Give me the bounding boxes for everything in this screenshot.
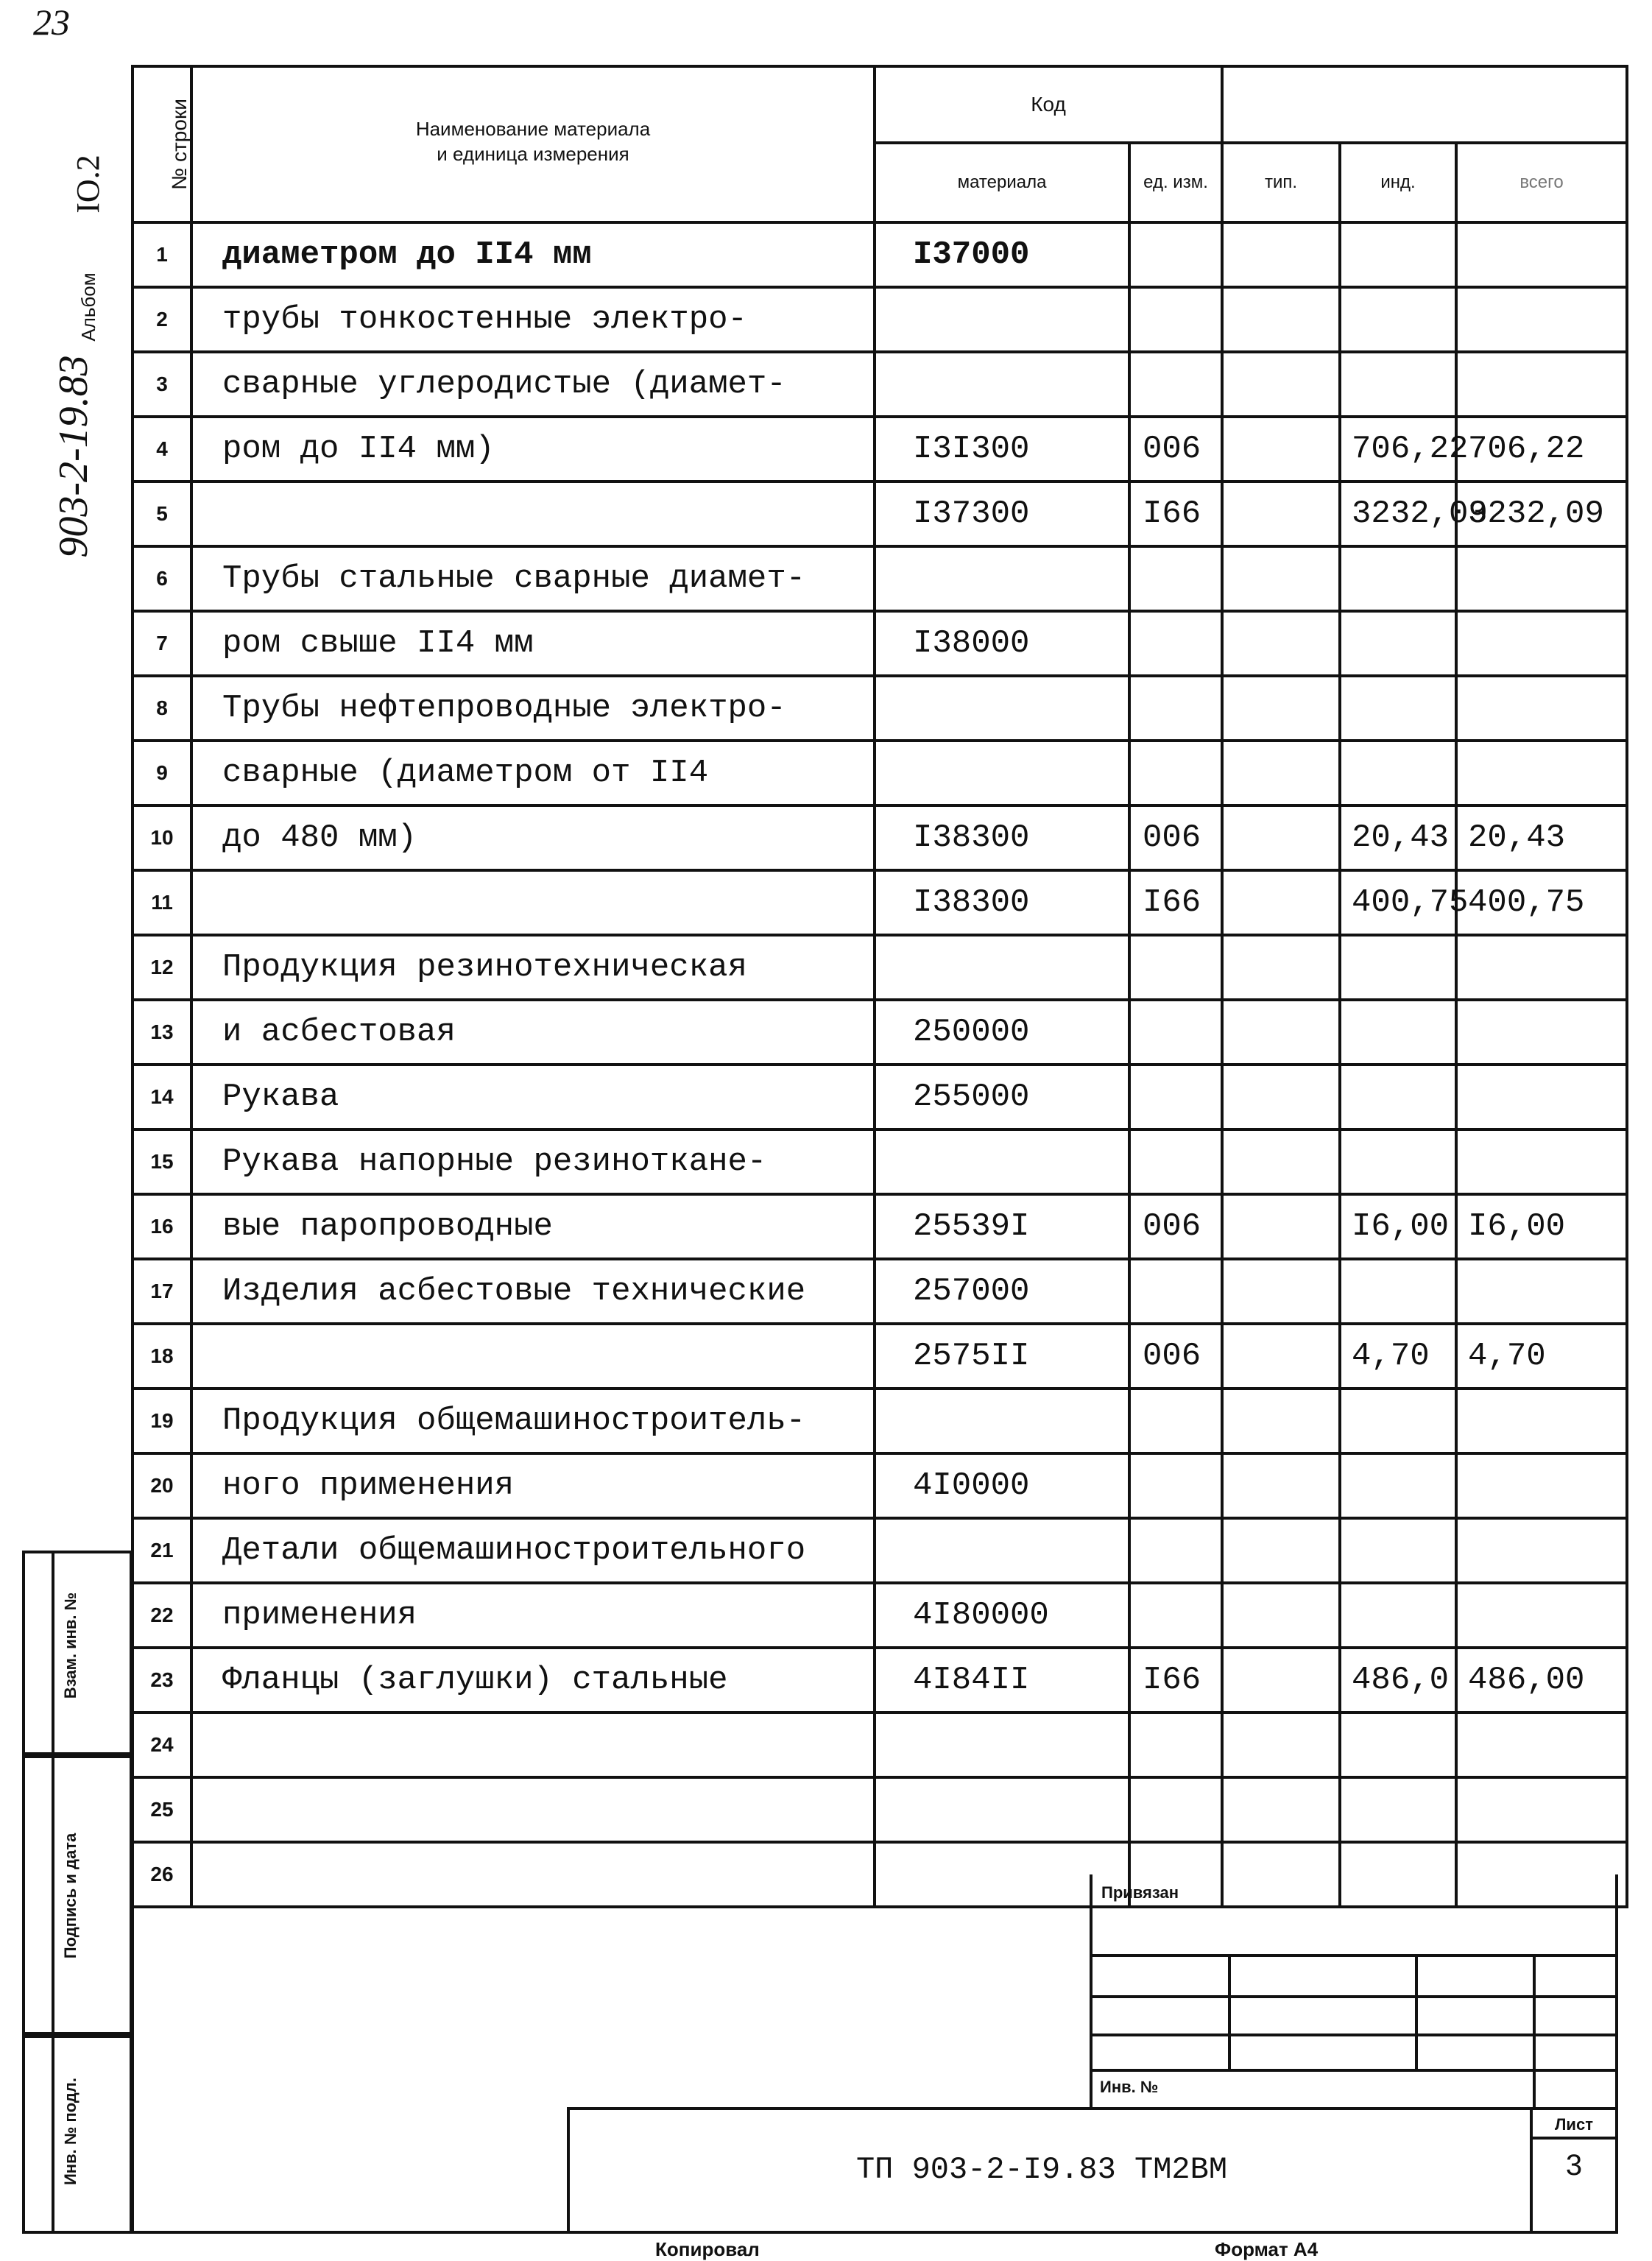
material-name: сварные (диаметром от II4 (191, 741, 875, 805)
material-name (191, 1324, 875, 1389)
ind-value: 3232,09 (1340, 482, 1456, 546)
unit-code (1129, 352, 1222, 417)
material-name: трубы тонкостенные электро- (191, 287, 875, 352)
material-name (191, 870, 875, 935)
unit-code: 006 (1129, 417, 1222, 482)
table-row (133, 805, 1627, 870)
total-value (1456, 1453, 1627, 1518)
material-name: Трубы стальные сварные диамет- (191, 546, 875, 611)
stamp-line (1090, 2034, 1618, 2036)
row-number: 13 (133, 1000, 191, 1065)
privyazan-label: Привязан (1101, 1883, 1179, 1902)
total-value (1456, 1000, 1627, 1065)
format-label: Формат А4 (1215, 2238, 1319, 2260)
row-number: 17 (133, 1259, 191, 1324)
row-number: 3 (133, 352, 191, 417)
material-code: 2575II (875, 1324, 1129, 1389)
side-document-code: 903-2-19.83 (51, 355, 96, 558)
row-number: 16 (133, 1194, 191, 1259)
total-value (1456, 1259, 1627, 1324)
table-row (133, 741, 1627, 805)
ind-value (1340, 352, 1456, 417)
header-unit-code: ед. изм. (1129, 143, 1222, 222)
ind-value (1340, 1259, 1456, 1324)
vzam-inv-label: Взам. инв. № (61, 1592, 80, 1699)
ind-value: 4,70 (1340, 1324, 1456, 1389)
header-material-code: материала (875, 143, 1129, 222)
total-value (1456, 1065, 1627, 1129)
ind-value (1340, 1065, 1456, 1129)
material-code: 255000 (875, 1065, 1129, 1129)
total-value: 4,70 (1456, 1324, 1627, 1389)
unit-code: 006 (1129, 1194, 1222, 1259)
material-name: применения (191, 1583, 875, 1648)
total-value (1456, 1129, 1627, 1194)
material-code: 4I84II (875, 1648, 1129, 1712)
table-row (133, 676, 1627, 741)
header-material-name (191, 66, 875, 222)
tip-value (1222, 805, 1340, 870)
unit-code: I66 (1129, 1648, 1222, 1712)
material-name: Рукава (191, 1065, 875, 1129)
inv-number-label: Инв. № (1100, 2078, 1159, 2096)
table-row (133, 287, 1627, 352)
material-name (191, 1777, 875, 1842)
unit-code (1129, 741, 1222, 805)
unit-code (1129, 1065, 1222, 1129)
material-code (875, 1712, 1129, 1777)
tip-value (1222, 1777, 1340, 1842)
total-value (1456, 1712, 1627, 1777)
ind-value (1340, 1712, 1456, 1777)
document-code: ТП 903-2-I9.83 ТМ2ВМ (855, 2152, 1228, 2187)
material-name (191, 482, 875, 546)
material-name (191, 1712, 875, 1777)
material-name: Трубы нефтепроводные электро- (191, 676, 875, 741)
ind-value (1340, 222, 1456, 287)
row-number: 25 (133, 1777, 191, 1842)
material-code: 4I0000 (875, 1453, 1129, 1518)
unit-code (1129, 1583, 1222, 1648)
material-name: сварные углеродистые (диамет- (191, 352, 875, 417)
table-row (133, 546, 1627, 611)
unit-code (1129, 611, 1222, 676)
ind-value (1340, 1389, 1456, 1453)
material-code (875, 352, 1129, 417)
total-value: 706,22 (1456, 417, 1627, 482)
material-name: вые паропроводные (191, 1194, 875, 1259)
material-name: Детали общемашиностроительного (191, 1518, 875, 1583)
material-name: Продукция резинотехническая (191, 935, 875, 1000)
total-value (1456, 741, 1627, 805)
album-label: Альбом (77, 272, 99, 342)
tip-value (1222, 1129, 1340, 1194)
total-value (1456, 352, 1627, 417)
table-row (133, 352, 1627, 417)
table-row (133, 1065, 1627, 1129)
row-number: 18 (133, 1324, 191, 1389)
ind-value (1340, 546, 1456, 611)
tip-value (1222, 1065, 1340, 1129)
podpis-data-label: Подпись и дата (61, 1833, 80, 1959)
row-number: 26 (133, 1842, 191, 1907)
tip-value (1222, 1324, 1340, 1389)
tip-value (1222, 741, 1340, 805)
ind-value (1340, 1518, 1456, 1583)
tip-value (1222, 287, 1340, 352)
table-row (133, 1324, 1627, 1389)
ind-value: 486,0 (1340, 1648, 1456, 1712)
tip-value (1222, 1518, 1340, 1583)
row-number: 21 (133, 1518, 191, 1583)
material-name: Изделия асбестовые технические (191, 1259, 875, 1324)
ind-value (1340, 611, 1456, 676)
material-code: 4I80000 (875, 1583, 1129, 1648)
total-value (1456, 1518, 1627, 1583)
material-code (875, 676, 1129, 741)
row-number: 12 (133, 935, 191, 1000)
material-name: Продукция общемашиностроитель- (191, 1389, 875, 1453)
row-number: 6 (133, 546, 191, 611)
table-row (133, 1259, 1627, 1324)
unit-code (1129, 1259, 1222, 1324)
table-row (133, 1583, 1627, 1648)
ind-value: 400,75 (1340, 870, 1456, 935)
table-row (133, 1648, 1627, 1712)
table-row (133, 1194, 1627, 1259)
header-ind: инд. (1340, 143, 1456, 222)
ind-value (1340, 1777, 1456, 1842)
unit-code (1129, 1389, 1222, 1453)
row-number: 9 (133, 741, 191, 805)
unit-code (1129, 1518, 1222, 1583)
row-number: 8 (133, 676, 191, 741)
tip-value (1222, 482, 1340, 546)
tip-value (1222, 1259, 1340, 1324)
tip-value (1222, 1000, 1340, 1065)
unit-code: 006 (1129, 805, 1222, 870)
tip-value (1222, 611, 1340, 676)
ind-value (1340, 1453, 1456, 1518)
material-code: I3I300 (875, 417, 1129, 482)
total-value (1456, 1777, 1627, 1842)
total-value: 400,75 (1456, 870, 1627, 935)
inv-podl-label: Инв. № подл. (61, 2078, 80, 2185)
table-row (133, 482, 1627, 546)
stamp-line (1090, 1995, 1618, 1998)
header-row-number: № строки (133, 66, 191, 222)
tip-value (1222, 870, 1340, 935)
row-number: 22 (133, 1583, 191, 1648)
total-value (1456, 546, 1627, 611)
material-code: I37000 (875, 222, 1129, 287)
table-row (133, 935, 1627, 1000)
album-number: IO.2 (70, 155, 106, 214)
header-tip: тип. (1222, 143, 1340, 222)
total-value (1456, 1389, 1627, 1453)
sheet-label: Лист (1533, 2110, 1615, 2140)
material-name: ром до II4 мм) (191, 417, 875, 482)
copied-by-label: Копировал (655, 2238, 760, 2260)
stamp-line (1090, 1954, 1618, 1957)
material-name: Фланцы (заглушки) стальные (191, 1648, 875, 1712)
row-number: 7 (133, 611, 191, 676)
tip-value (1222, 935, 1340, 1000)
total-value: I6,00 (1456, 1194, 1627, 1259)
unit-code (1129, 676, 1222, 741)
unit-code (1129, 1712, 1222, 1777)
row-number: 4 (133, 417, 191, 482)
total-value (1456, 222, 1627, 287)
table-row (133, 1777, 1627, 1842)
material-code: I38000 (875, 611, 1129, 676)
tip-value (1222, 417, 1340, 482)
total-value: 20,43 (1456, 805, 1627, 870)
table-row (133, 1453, 1627, 1518)
total-value: 486,00 (1456, 1648, 1627, 1712)
ind-value (1340, 676, 1456, 741)
tip-value (1222, 222, 1340, 287)
material-name: ром свыше II4 мм (191, 611, 875, 676)
material-code (875, 741, 1129, 805)
material-code (875, 1777, 1129, 1842)
unit-code (1129, 1129, 1222, 1194)
material-code (875, 1129, 1129, 1194)
row-number: 15 (133, 1129, 191, 1194)
unit-code (1129, 222, 1222, 287)
total-value (1456, 1583, 1627, 1648)
total-value (1456, 935, 1627, 1000)
row-number: 2 (133, 287, 191, 352)
total-value (1456, 676, 1627, 741)
table-row (133, 1518, 1627, 1583)
tip-value (1222, 1194, 1340, 1259)
material-code: I38300 (875, 805, 1129, 870)
row-number: 23 (133, 1648, 191, 1712)
signature-frame (1090, 1874, 1618, 2109)
stamp-line (1415, 1954, 1418, 2072)
tip-value (1222, 1583, 1340, 1648)
ind-value (1340, 935, 1456, 1000)
table-row (133, 1129, 1627, 1194)
ind-value (1340, 741, 1456, 805)
unit-code (1129, 1453, 1222, 1518)
tip-value (1222, 352, 1340, 417)
unit-code (1129, 546, 1222, 611)
material-code: I37300 (875, 482, 1129, 546)
material-code (875, 287, 1129, 352)
stamp-line (1090, 2069, 1618, 2072)
row-number: 11 (133, 870, 191, 935)
unit-code: I66 (1129, 870, 1222, 935)
ind-value (1340, 1000, 1456, 1065)
header-name-line: и единица измерения (437, 143, 629, 165)
materials-table (131, 65, 1628, 1908)
total-value (1456, 611, 1627, 676)
material-name: Рукава напорные резиноткане- (191, 1129, 875, 1194)
material-name: ного применения (191, 1453, 875, 1518)
ind-value (1340, 1583, 1456, 1648)
corner-page-number: 23 (33, 1, 70, 43)
row-number: 10 (133, 805, 191, 870)
material-code (875, 1389, 1129, 1453)
material-code (875, 1518, 1129, 1583)
header-code: Код (875, 66, 1222, 143)
table-row (133, 1389, 1627, 1453)
table-row (133, 417, 1627, 482)
material-code: 257000 (875, 1259, 1129, 1324)
unit-code (1129, 1777, 1222, 1842)
unit-code: 006 (1129, 1324, 1222, 1389)
ind-value: 706,22 (1340, 417, 1456, 482)
material-name: и асбестовая (191, 1000, 875, 1065)
table-row (133, 1000, 1627, 1065)
tip-value (1222, 1648, 1340, 1712)
ind-value (1340, 287, 1456, 352)
ind-value: 20,43 (1340, 805, 1456, 870)
table-row (133, 611, 1627, 676)
margin-inner-line (52, 1551, 54, 2234)
unit-code (1129, 935, 1222, 1000)
ind-value (1340, 1129, 1456, 1194)
material-code: 250000 (875, 1000, 1129, 1065)
header-name-line: Наименование материала (415, 118, 651, 140)
tip-value (1222, 1389, 1340, 1453)
material-code: I38300 (875, 870, 1129, 935)
row-number: 20 (133, 1453, 191, 1518)
stamp-line (1533, 1954, 1536, 2110)
table-row (133, 870, 1627, 935)
table-row (133, 1712, 1627, 1777)
unit-code (1129, 287, 1222, 352)
row-number: 24 (133, 1712, 191, 1777)
tip-value (1222, 1712, 1340, 1777)
sheet-number: 3 (1565, 2149, 1583, 2181)
material-code (875, 935, 1129, 1000)
material-code: 25539I (875, 1194, 1129, 1259)
tip-value (1222, 676, 1340, 741)
stamp-line (1228, 1954, 1231, 2072)
material-name: диаметром до II4 мм (191, 222, 875, 287)
total-value: 3232,09 (1456, 482, 1627, 546)
header-code-empty (1222, 66, 1627, 143)
unit-code (1129, 1000, 1222, 1065)
row-number: 19 (133, 1389, 191, 1453)
unit-code: I66 (1129, 482, 1222, 546)
tip-value (1222, 1453, 1340, 1518)
table-row (133, 222, 1627, 287)
header-vsego: всего (1456, 143, 1627, 222)
row-number: 5 (133, 482, 191, 546)
ind-value: I6,00 (1340, 1194, 1456, 1259)
tip-value (1222, 546, 1340, 611)
material-name: до 480 мм) (191, 805, 875, 870)
total-value (1456, 287, 1627, 352)
row-number: 1 (133, 222, 191, 287)
row-number: 14 (133, 1065, 191, 1129)
material-code (875, 546, 1129, 611)
